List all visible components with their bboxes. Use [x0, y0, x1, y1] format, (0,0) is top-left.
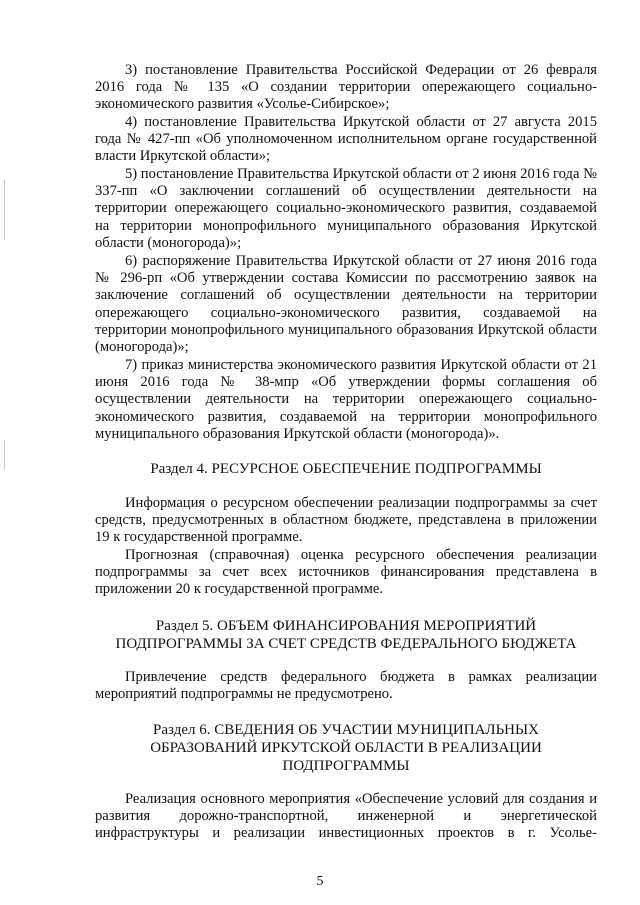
section-6-heading-line-2: ОБРАЗОВАНИЙ ИРКУТСКОЙ ОБЛАСТИ В РЕАЛИЗАЦИИ — [150, 740, 542, 756]
section-5-heading-line-2: ПОДПРОГРАММЫ ЗА СЧЕТ СРЕДСТВ ФЕДЕРАЛЬНОГО БЮДЖЕТА — [115, 636, 577, 652]
section-4-paragraph-1: Информация о ресурсном обеспечении реализации подпрограммы за счет средств, предусмотренных в областном бюджете, представлена в приложении 19 к государственной программе. — [95, 495, 597, 546]
scan-edge-mark — [4, 180, 5, 240]
section-6-paragraph: Реализация основного мероприятия «Обеспечение условий для создания и развития дорожно-транспортной, инженерной и энергетической инфраструктуры и реализации инвестиционных проектов в г. Усолье- — [95, 791, 597, 842]
section-6-heading-line-3: ПОДПРОГРАММЫ — [282, 758, 410, 774]
section-5-heading-line-1: Раздел 5. ОБЪЕМ ФИНАНСИРОВАНИЯ МЕРОПРИЯТИЙ — [155, 618, 537, 634]
list-item-4: 4) постановление Правительства Иркутской области от 27 августа 2015 года № 427-пп «Об уполномоченном исполнительном органе государственной власти Иркутской области»; — [95, 114, 597, 165]
list-item-6: 6) распоряжение Правительства Иркутской области от 27 июня 2016 года № 296-рп «Об утверждении состава Комиссии по рассмотрению заявок на заключение соглашений об осуществлении деятельности на территории опережающего социально-экономического развития, создаваемой на территории монопрофильного муниципального образования Иркутской области (моногорода)»; — [95, 253, 597, 356]
section-4-heading: Раздел 4. РЕСУРСНОЕ ОБЕСПЕЧЕНИЕ ПОДПРОГРАММЫ — [150, 461, 542, 477]
list-item-7: 7) приказ министерства экономического развития Иркутской области от 21 июня 2016 года № 38-мпр «Об утверждении формы соглашения об осуществлении деятельности на территории опережающего социально-экономического развития, создаваемой на территории монопрофильного муниципального образования Иркутской области (моногорода)». — [95, 357, 597, 442]
section-4-paragraph-2: Прогнозная (справочная) оценка ресурсного обеспечения реализации подпрограммы за счет всех источников финансирования представлена в приложении 20 к государственной программе. — [95, 547, 597, 598]
list-item-5: 5) постановление Правительства Иркутской области от 2 июня 2016 года № 337-пп «О заключении соглашений об осуществлении деятельности на территории опережающего социально-экономического развития, создаваемой на территории монопрофильного муниципального образования Иркутской области (моногорода)»; — [95, 166, 597, 251]
section-6-heading-line-1: Раздел 6. СВЕДЕНИЯ ОБ УЧАСТИИ МУНИЦИПАЛЬНЫХ — [153, 722, 539, 738]
list-item-3: 3) постановление Правительства Российской Федерации от 26 февраля 2016 года № 135 «О создании территории опережающего социально-экономического развития «Усолье-Сибирское»; — [95, 62, 597, 113]
page-number: 5 — [316, 874, 324, 889]
scan-edge-mark — [4, 440, 5, 470]
section-5-paragraph: Привлечение средств федерального бюджета в рамках реализации мероприятий подпрограммы не предусмотрено. — [95, 669, 597, 703]
